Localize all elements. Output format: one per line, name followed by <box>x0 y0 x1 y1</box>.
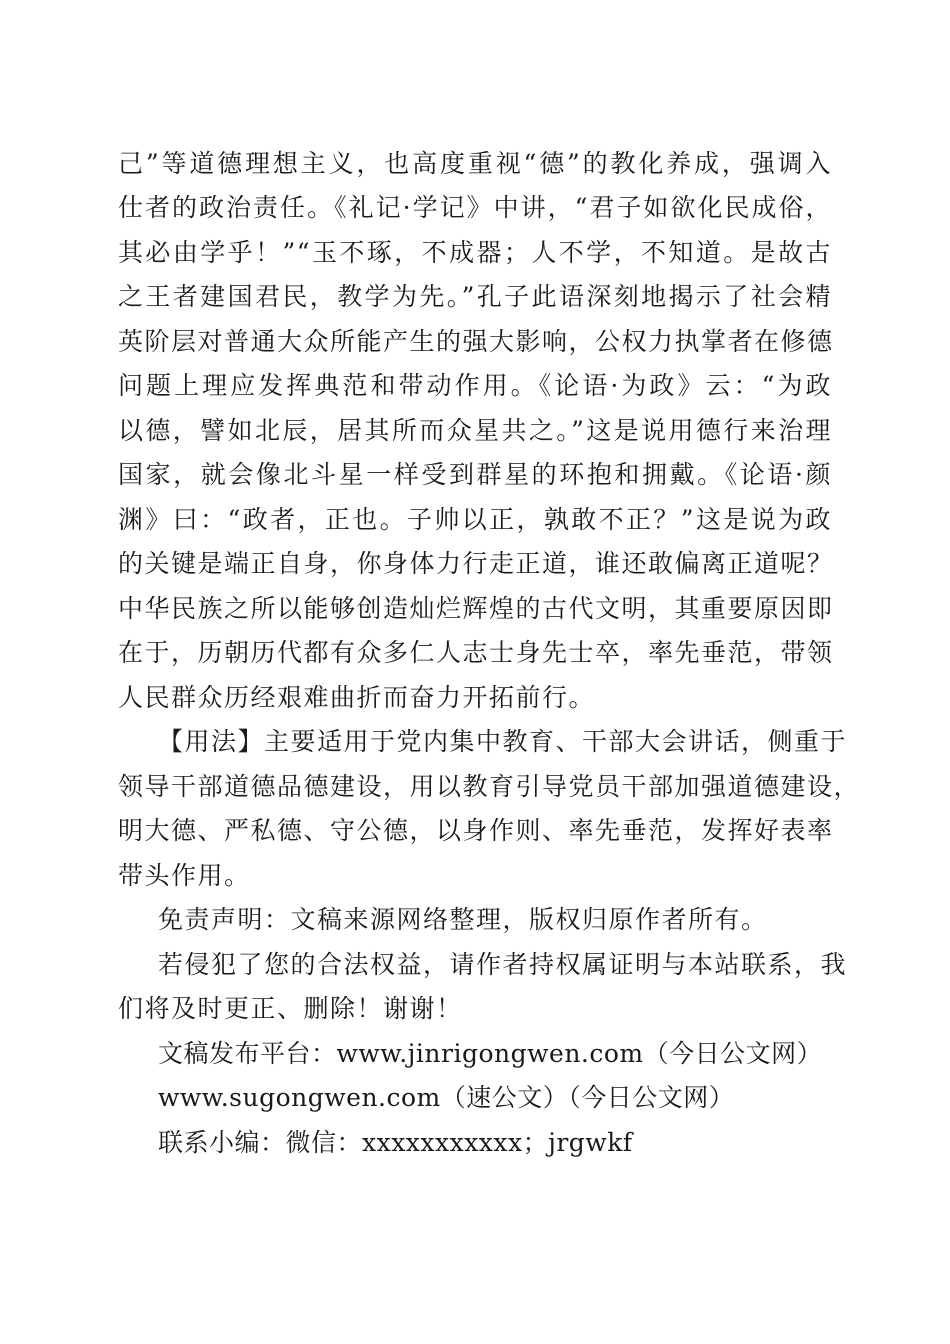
body-line-1: 己”等道德理想主义，也高度重视“德”的教化养成，强调入 <box>118 149 832 178</box>
body-line-8: 国家，就会像北斗星一样受到群星的环抱和拥戴。《论语·颜 <box>118 460 832 489</box>
body-line-6: 问题上理应发挥典范和带动作用。《论语·为政》云：“为政 <box>118 371 832 400</box>
body-line-4: 之王者建国君民，教学为先。”孔子此语深刻地揭示了社会精 <box>118 282 832 311</box>
body-line-12: 在于，历朝历代都有众多仁人志士身先士卒，率先垂范，带领 <box>118 638 834 667</box>
usage-line-3: 明大德、严私德、守公德，以身作则、率先垂范，发挥好表率 <box>118 816 834 845</box>
contact-line: 联系小编：微信：xxxxxxxxxxx；jrgwkf <box>158 1128 633 1157</box>
body-line-5: 英阶层对普通大众所能产生的强大影响，公权力执掌者在修德 <box>118 327 834 356</box>
infringement-line-2: 们将及时更正、删除！谢谢！ <box>118 994 463 1023</box>
site-line: www.sugongwen.com（速公文）（今日公文网） <box>158 1083 735 1112</box>
body-line-13: 人民群众历经艰难曲折而奋力开拓前行。 <box>118 683 596 712</box>
infringement-line-1: 若侵犯了您的合法权益，请作者持权属证明与本站联系，我 <box>158 950 848 979</box>
disclaimer-line: 免责声明：文稿来源网络整理，版权归原作者所有。 <box>158 905 768 934</box>
body-line-10: 的关键是端正自身，你身体力行走正道，谁还敢偏离正道呢？ <box>118 549 834 578</box>
body-line-11: 中华民族之所以能够创造灿烂辉煌的古代文明，其重要原因即 <box>118 594 834 623</box>
body-line-9: 渊》曰：“政者，正也。子帅以正，孰敢不正？”这是说为政 <box>118 505 832 534</box>
body-line-7: 以德，譬如北辰，居其所而众星共之。”这是说用德行来治理 <box>118 416 832 445</box>
body-line-2: 仕者的政治责任。《礼记·学记》中讲，“君子如欲化民成俗， <box>118 193 832 222</box>
body-line-3: 其必由学乎！”“玉不琢，不成器；人不学，不知道。是故古 <box>118 238 832 267</box>
usage-line-1: 【用法】主要适用于党内集中教育、干部大会讲话，侧重于 <box>158 727 848 756</box>
usage-line-2: 领导干部道德品德建设，用以教育引导党员干部加强道德建设， <box>118 772 861 801</box>
platform-line: 文稿发布平台：www.jinrigongwen.com（今日公文网） <box>158 1039 823 1068</box>
usage-line-4: 带头作用。 <box>118 861 251 890</box>
